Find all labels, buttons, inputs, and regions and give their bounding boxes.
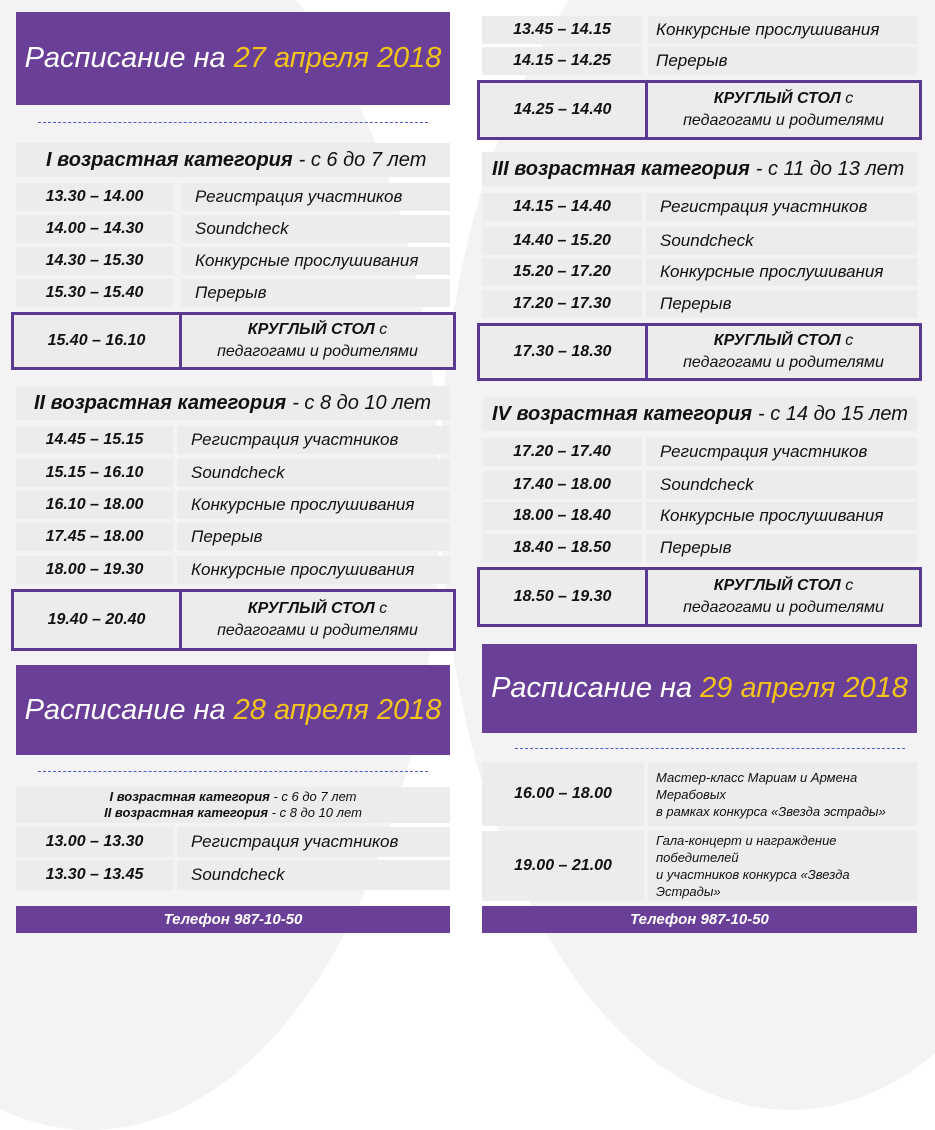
day2-row2-activity: Soundcheck — [177, 860, 450, 890]
cat2-heading — [34, 386, 431, 420]
cat2-row4-time: 17.45 – 18.00 — [16, 523, 173, 551]
cat2-round-text — [182, 592, 453, 648]
day3-row2-activity — [648, 831, 917, 901]
day2-row1-time: 13.00 – 13.30 — [16, 827, 173, 857]
cat1-title: I возрастная категория — [46, 148, 293, 171]
day2-categories — [16, 789, 450, 821]
day3-footer-phone: Телефон 987-10-50 — [482, 906, 917, 933]
day3-row2-time: 19.00 – 21.00 — [482, 831, 644, 901]
day3-row2-line2: и участников конкурса «Звезда Эстрады» — [656, 867, 850, 899]
round-c: с — [845, 90, 854, 107]
day3-row2-line1: Гала-концерт и награждение победителей — [656, 833, 837, 865]
cat4-row2-activity: Soundcheck — [646, 471, 917, 499]
cat2-age: - с 8 до 10 лет — [292, 391, 432, 414]
round-line2: педагогами и родителями — [217, 622, 418, 639]
cat3-round-time: 17.30 – 18.30 — [513, 343, 612, 360]
cat2-row2-time: 15.15 – 16.10 — [16, 459, 173, 487]
cat4-row1-time: 17.20 – 17.40 — [482, 438, 642, 466]
day3-row1-line1: Мастер-класс Мариам и Армена Мерабовых — [656, 769, 858, 802]
round-c: с — [379, 321, 388, 338]
day2-footer-phone: Телефон 987-10-50 — [16, 906, 450, 933]
cat2-row3-time: 16.10 – 18.00 — [16, 491, 173, 519]
cat3-row1-time: 14.15 – 14.40 — [482, 193, 642, 221]
day2-header — [16, 665, 450, 755]
day3-row1-line2: в рамках конкурса «Звезда эстрады» — [656, 803, 886, 819]
cat2-title: II возрастная категория — [34, 391, 287, 414]
round-c: с — [845, 332, 854, 349]
cat2-round-table — [11, 589, 456, 651]
day2-cat1-age: - с 6 до 7 лет — [273, 789, 357, 804]
cat2-row4-activity: Перерыв — [177, 523, 450, 551]
cat4-age: - с 14 до 15 лет — [758, 402, 908, 425]
round-c: с — [379, 600, 388, 617]
cat1-row4-activity: Перерыв — [181, 279, 450, 307]
cat3-row4-time: 17.20 – 17.30 — [482, 290, 642, 318]
divider — [515, 748, 905, 749]
day2-cat2-age: - с 8 до 10 лет — [271, 805, 362, 820]
cat1-row4-time: 15.30 – 15.40 — [16, 279, 173, 307]
day3-row1-activity — [648, 762, 917, 826]
cat1-round-time: 15.40 – 16.10 — [47, 332, 146, 349]
day2-cat2-title: II возрастная категория — [104, 805, 269, 820]
cont-row2-activity: Перерыв — [648, 47, 917, 75]
cat1-row3-activity: Конкурсные прослушивания — [181, 247, 450, 275]
day3-date: 29 апреля 2018 — [700, 672, 908, 704]
cat1-row1-time: 13.30 – 14.00 — [16, 183, 173, 211]
day3-title-prefix: Расписание на — [491, 672, 693, 704]
cat1-row2-time: 14.00 – 14.30 — [16, 215, 173, 243]
day2-date: 28 апреля 2018 — [233, 693, 442, 726]
cont-round-time: 14.25 – 14.40 — [513, 101, 612, 118]
cat2-row1-time: 14.45 – 15.15 — [16, 426, 173, 454]
cat4-round-text — [648, 570, 919, 624]
cat3-row2-time: 14.40 – 15.20 — [482, 227, 642, 255]
cat1-age: - с 6 до 7 лет — [298, 148, 427, 171]
cat2-row1-activity: Регистрация участников — [177, 426, 450, 454]
cat2-row2-activity: Soundcheck — [177, 459, 450, 487]
cat3-row2-activity: Soundcheck — [646, 227, 917, 255]
round-line2: педагогами и родителями — [683, 354, 884, 371]
day1-date: 27 апреля 2018 — [233, 42, 442, 74]
cat2-row5-activity: Конкурсные прослушивания — [177, 556, 450, 584]
round-title: КРУГЛЫЙ СТОЛ — [713, 332, 841, 349]
round-title: КРУГЛЫЙ СТОЛ — [247, 321, 375, 338]
round-c: с — [845, 577, 854, 594]
divider — [38, 122, 428, 123]
cat1-round-table — [11, 312, 456, 370]
cat3-row3-activity: Конкурсные прослушивания — [646, 258, 917, 286]
cat3-age: - с 11 до 13 лет — [755, 157, 905, 180]
cat4-heading — [492, 397, 908, 431]
cat4-row3-activity: Конкурсные прослушивания — [646, 502, 917, 530]
divider — [38, 771, 428, 772]
cont-round-text — [648, 83, 919, 137]
cat1-heading — [46, 143, 426, 177]
cat3-row4-activity: Перерыв — [646, 290, 917, 318]
cont-row1-activity: Конкурсные прослушивания — [648, 16, 917, 44]
day2-row1-activity: Регистрация участников — [177, 827, 450, 857]
cat4-round-table — [477, 567, 922, 627]
day2-title-prefix: Расписание на — [24, 693, 226, 726]
cat1-row1-activity: Регистрация участников — [181, 183, 450, 211]
day1-header — [16, 12, 450, 105]
day3-header — [482, 644, 917, 733]
cat2-row5-time: 18.00 – 19.30 — [16, 556, 173, 584]
cat4-title: IV возрастная категория — [492, 402, 752, 425]
cat1-row2-activity: Soundcheck — [181, 215, 450, 243]
day2-cat1-title: I возрастная категория — [109, 789, 270, 804]
cat1-round-text — [182, 315, 453, 367]
cat2-row3-activity: Конкурсные прослушивания — [177, 491, 450, 519]
round-title: КРУГЛЫЙ СТОЛ — [713, 90, 841, 107]
cat3-row1-activity: Регистрация участников — [646, 193, 917, 221]
round-line2: педагогами и родителями — [217, 343, 418, 360]
cat3-round-text — [648, 326, 919, 378]
cat4-round-time: 18.50 – 19.30 — [513, 588, 612, 605]
cont-row2-time: 14.15 – 14.25 — [482, 47, 642, 75]
cont-round-table — [477, 80, 922, 140]
cat3-heading — [492, 152, 904, 186]
cat3-title: III возрастная категория — [492, 157, 750, 180]
cont-row1-time: 13.45 – 14.15 — [482, 16, 642, 44]
cat4-row4-time: 18.40 – 18.50 — [482, 534, 642, 562]
day2-row2-time: 13.30 – 13.45 — [16, 860, 173, 890]
cat4-row2-time: 17.40 – 18.00 — [482, 471, 642, 499]
cat2-round-time: 19.40 – 20.40 — [47, 611, 146, 628]
cat4-row1-activity: Регистрация участников — [646, 438, 917, 466]
round-line2: педагогами и родителями — [683, 599, 884, 616]
cat3-row3-time: 15.20 – 17.20 — [482, 258, 642, 286]
round-line2: педагогами и родителями — [683, 112, 884, 129]
day3-row1-time: 16.00 – 18.00 — [482, 762, 644, 826]
round-title: КРУГЛЫЙ СТОЛ — [247, 600, 375, 617]
cat1-row3-time: 14.30 – 15.30 — [16, 247, 173, 275]
cat4-row3-time: 18.00 – 18.40 — [482, 502, 642, 530]
cat3-round-table — [477, 323, 922, 381]
round-title: КРУГЛЫЙ СТОЛ — [713, 577, 841, 594]
cat4-row4-activity: Перерыв — [646, 534, 917, 562]
day1-title-prefix: Расписание на — [24, 42, 226, 74]
